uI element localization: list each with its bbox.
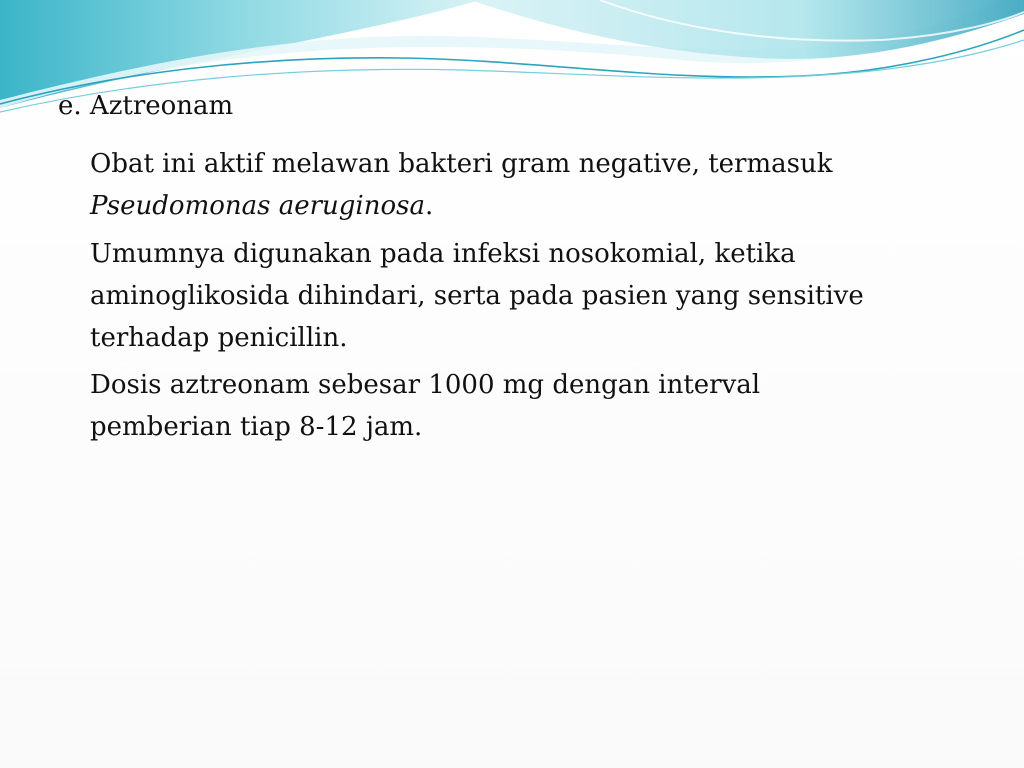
organism-name: Pseudomonas aeruginosa: [90, 191, 425, 221]
paragraph-activity-line1: Obat ini aktif melawan bakteri gram negative, termasuk: [90, 149, 833, 179]
paragraph-usage-line3: terhadap penicillin.: [90, 323, 348, 353]
paragraph-dosage-line1: Dosis aztreonam sebesar 1000 mg dengan interval: [90, 370, 761, 400]
paragraph-dosage-line2: pemberian tiap 8-12 jam.: [90, 412, 423, 442]
paragraph-activity-line2: [90, 185, 970, 227]
paragraph-usage: [90, 233, 970, 359]
paragraph-usage-line2: aminoglikosida dihindari, serta pada pasien yang sensitive: [90, 281, 864, 311]
sentence-period: .: [425, 191, 434, 221]
paragraph-usage-line1: Umumnya digunakan pada infeksi nosokomial, ketika: [90, 239, 796, 269]
slide-heading: e. Aztreonam: [58, 91, 234, 121]
paragraph-activity: [90, 143, 970, 227]
paragraph-dosage: [90, 364, 970, 448]
